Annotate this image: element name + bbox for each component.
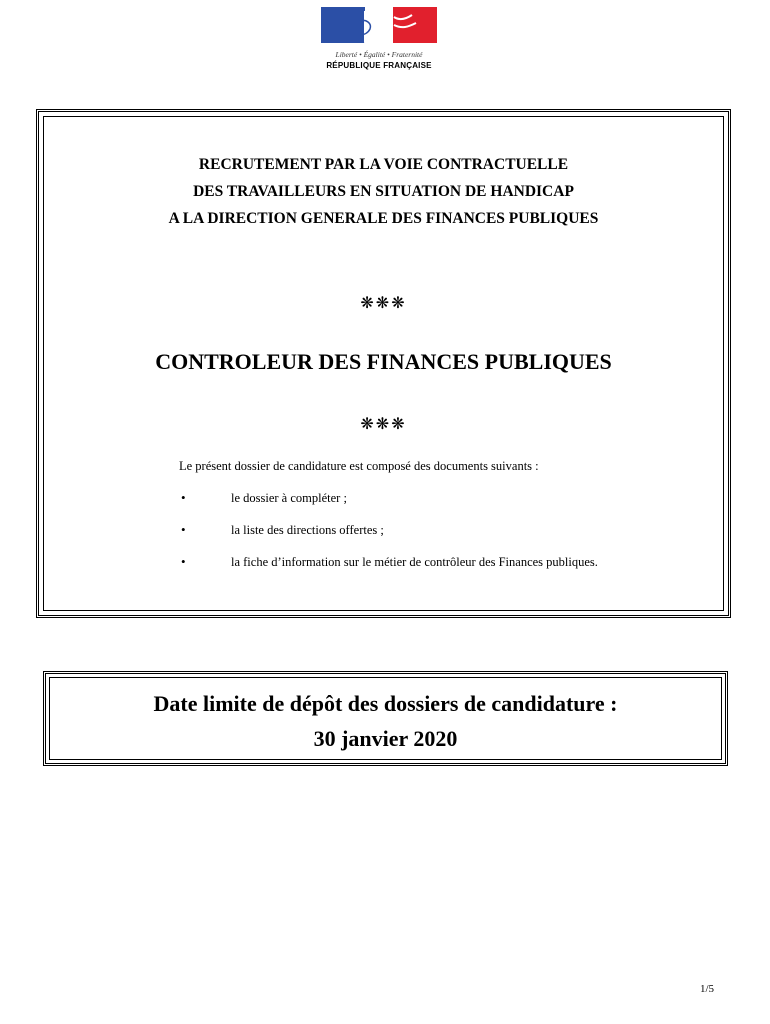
- separator-stars: ❋❋❋: [360, 416, 407, 433]
- document-item-text: la fiche d’information sur le métier de contrôleur des Finances publiques.: [231, 555, 598, 569]
- flag-blue-band: [321, 7, 365, 43]
- bullet-icon: •: [181, 554, 186, 569]
- document-item-text: le dossier à compléter ;: [231, 491, 347, 505]
- marianne-flag-icon: [320, 7, 438, 49]
- header-line: DES TRAVAILLEURS EN SITUATION DE HANDICAP: [193, 183, 574, 200]
- deadline-text: [50, 686, 721, 756]
- deadline-date: 30 janvier 2020: [313, 726, 458, 751]
- page-number: 1/5: [700, 983, 715, 995]
- logo-republique-francaise: RÉPUBLIQUE FRANÇAISE: [326, 61, 432, 70]
- header-line: A LA DIRECTION GENERALE DES FINANCES PUBLIQUES: [168, 210, 599, 227]
- flag-red-band: [393, 7, 437, 43]
- recruitment-header: [44, 151, 723, 232]
- logo-motto: Liberté • Égalité • Fraternité: [335, 50, 423, 59]
- deadline-box: [43, 671, 728, 766]
- bullet-icon: •: [181, 490, 186, 505]
- separator-stars: ❋❋❋: [360, 295, 407, 312]
- bullet-icon: •: [181, 522, 186, 537]
- header-line: RECRUTEMENT PAR LA VOIE CONTRACTUELLE: [198, 156, 569, 173]
- recruitment-notice-box: [36, 109, 731, 618]
- page-title: CONTROLEUR DES FINANCES PUBLIQUES: [155, 349, 612, 374]
- republique-francaise-logo: [320, 7, 438, 71]
- deadline-label: Date limite de dépôt des dossiers de candidature :: [153, 691, 618, 716]
- document-item-text: la liste des directions offertes ;: [231, 523, 384, 537]
- dossier-intro-text: Le présent dossier de candidature est composé des documents suivants :: [179, 459, 539, 473]
